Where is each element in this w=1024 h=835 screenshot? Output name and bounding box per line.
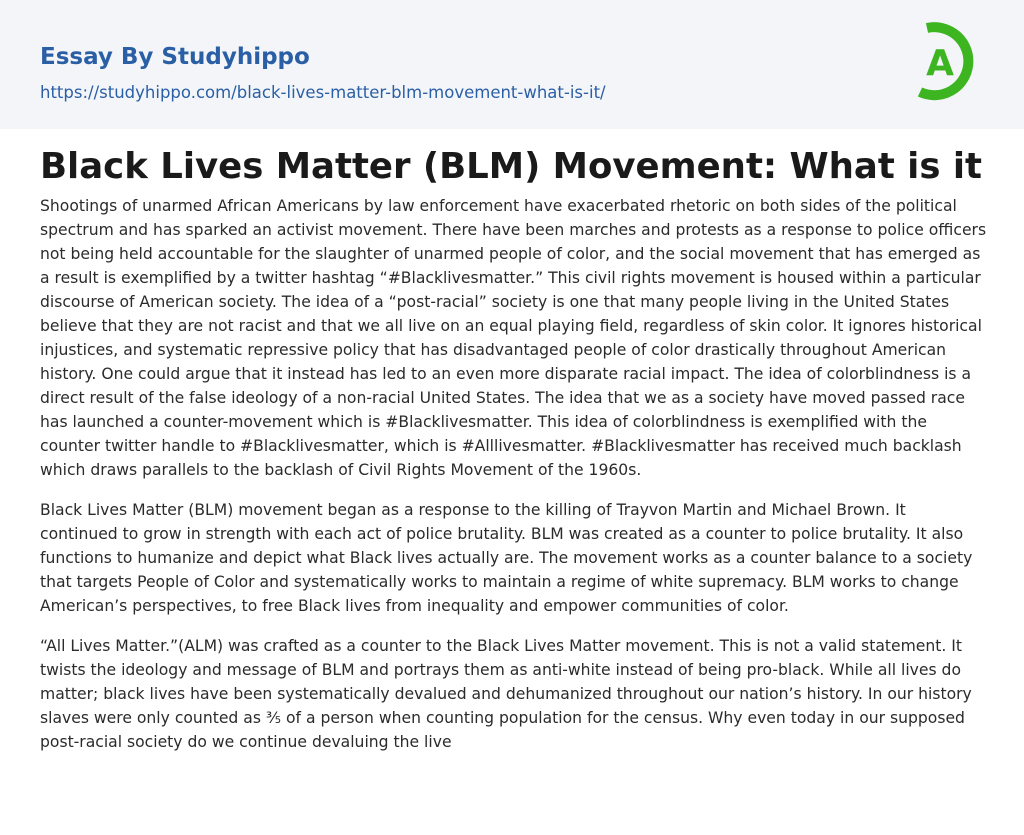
paragraph: Shootings of unarmed African Americans by law enforcement have exacerbated rhetoric on both sides of the political spectrum and has sparked an activist movement. There have been marches and protests as a response to police officers not being held accountable for the slaughter of unarmed people of color, and the social movement that has emerged as a result is exemplified by a twitter hashtag “#Blacklivesmatter.” This civil rights movement is housed within a particular discourse of American society. The idea of a “post-racial” society is one that many people living in the United States believe that they are not racist and that we all live on an equal playing field, regardless of skin color. It ignores historical injustices, and systematic repressive policy that has disadvantaged people of color drastically throughout American history. One could argue that it instead has led to an even more disparate racial impact. The idea of colorblindness is a direct result of the false ideology of a non-racial United States. The idea that we as a society have moved passed race has launched a counter-movement which is #Blacklivesmatter. This idea of colorblindness is exemplified with the counter twitter handle to #Blacklivesmatter, which is #Alllivesmatter. #Blacklivesmatter has received much backlash which draws parallels to the backlash of Civil Rights Movement of the 1960s. — [40, 197, 987, 479]
paragraph: Black Lives Matter (BLM) movement began as a response to the killing of Trayvon Martin and Michael Brown. It continued to grow in strength with each act of police brutality. BLM was created as a counter to police brutality. It also functions to humanize and depict what Black lives actually are. The movement works as a counter balance to a society that targets People of Color and systematically works to maintain a regime of white supremacy. BLM works to change American’s perspectives, to free Black lives from inequality and empower communities of color. — [40, 501, 973, 615]
studyhippo-logo-icon[interactable] — [913, 20, 985, 104]
article-url-link[interactable]: https://studyhippo.com/black-lives-matter-blm-movement-what-is-it/ — [40, 83, 606, 102]
paragraph: “All Lives Matter.”(ALM) was crafted as a counter to the Black Lives Matter movement. This is not a valid statement. It twists the ideology and message of BLM and portrays them as anti-white instead of being pro-black. While all lives do matter; black lives have been systematically devalued and dehumanized throughout our nation’s history. In our history slaves were only counted as ⅗ of a person when counting population for the census. Why even today in our supposed post-racial society do we continue devaluing the live — [40, 637, 972, 751]
site-header — [0, 0, 1024, 129]
logo-letter: A — [926, 43, 954, 84]
article-title: Black Lives Matter (BLM) Movement: What is it — [40, 146, 982, 187]
site-brand[interactable]: Essay By Studyhippo — [40, 44, 310, 70]
article-body — [40, 194, 988, 770]
